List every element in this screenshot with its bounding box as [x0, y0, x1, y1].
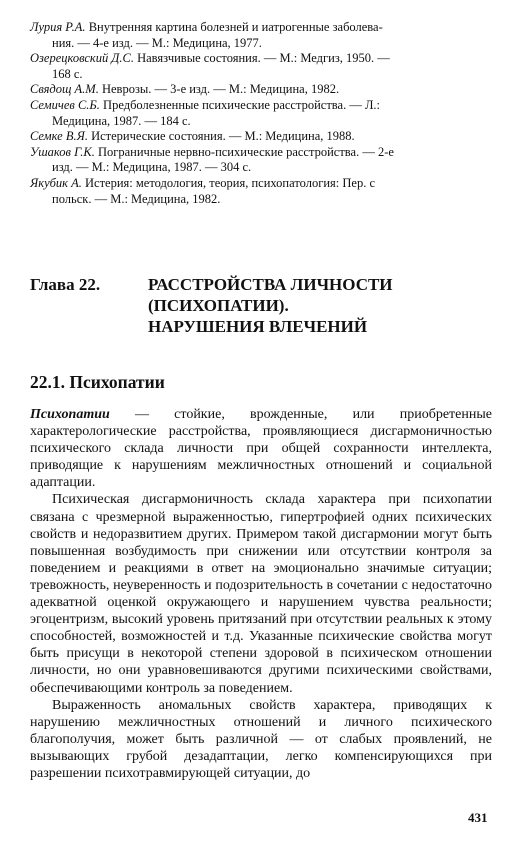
paragraph-text: — стойкие, врожденные, или приобретенные характерологические расстройства, проявляющиеся дисгармоничностью психического склада личности при общей сохранности интеллекта, приводящие к нарушениям межличностных отношений и социальной адаптации. — [30, 407, 492, 491]
reference-author: Свядощ А.М. — [30, 82, 99, 97]
page-number: 431 — [468, 810, 488, 825]
reference-item — [30, 176, 492, 207]
paragraph: Психическая дисгармоничность склада характера при психопатии связана с чрезмерной выраженностью, гипертрофией одних психических свойств и недоразвитием других. Примером такой дисгармонии могут быть повышенная возбудимость при снижении или отсутствии контроля за поведением и реакциями в ответ на эмоционально значимые ситуации; тревожность, неуверенность и подозрительность в сочетании с недостаточно адекватной оценкой окружающего и нарушением чувства реальности; эгоцентризм, высокий уровень притязаний при отсутствии реальных к этому способностей, возможностей и т.д. Указанные психические свойства могут быть присущи в некоторой степени здоровой в психическом отношении личности, но они уравновешиваются другими психическими свойствами, обеспечивающими контроль за поведением. — [30, 492, 492, 696]
reference-continuation: изд. — М.: Медицина, 1987. — 304 с. — [52, 160, 252, 175]
reference-continuation: польск. — М.: Медицина, 1982. — [52, 191, 221, 206]
reference-author: Лурия Р.А. — [30, 20, 86, 34]
paragraph: Выраженность аномальных свойств характера, приводящих к нарушению межличностных отношений и личного психического благополучия, может быть различной — от слабых проявлений, не вызывающих грубой дезадаптации, легко компенсирующихся при разрешении психотравмирующей ситуации, до — [30, 697, 492, 781]
reference-item — [30, 129, 492, 145]
reference-item — [30, 20, 492, 51]
reference-author: Якубик А. — [30, 175, 82, 190]
paragraph — [30, 406, 492, 491]
references-list — [30, 20, 492, 207]
reference-item — [30, 82, 492, 98]
reference-author: Семке В.Я. — [30, 129, 88, 144]
reference-continuation: Медицина, 1987. — 184 с. — [52, 113, 191, 128]
term-definition: Психопатии — [30, 407, 110, 422]
reference-item — [30, 51, 492, 82]
chapter-number: Глава 22. — [30, 275, 101, 294]
reference-text: Предболезненные психические расстройства. — Л.: — [103, 97, 381, 112]
reference-text: Истерия: методология, теория, психопатология: Пер. с — [85, 175, 376, 190]
reference-author: Семичев С.Б. — [30, 97, 100, 112]
reference-author: Ушаков Г.К. — [30, 144, 95, 159]
chapter-title-line: НАРУШЕНИЯ ВЛЕЧЕНИЙ — [148, 317, 368, 336]
reference-text: Пограничные нервно-психические расстройства. — 2-е — [97, 144, 394, 159]
reference-text: Внутренняя картина болезней и иатрогенные заболева- — [88, 20, 383, 34]
reference-item — [30, 98, 492, 129]
reference-continuation: 168 с. — [52, 66, 83, 81]
reference-item — [30, 145, 492, 176]
section-heading: 22.1. Психопатии — [30, 372, 165, 392]
chapter-title — [148, 274, 488, 337]
reference-author: Озерецковский Д.С. — [30, 51, 134, 66]
reference-text: Навязчивые состояния. — М.: Медгиз, 1950. — — [137, 51, 390, 66]
reference-continuation: ния. — 4-е изд. — М.: Медицина, 1977. — [52, 35, 262, 50]
chapter-title-line: (ПСИХОПАТИИ). — [148, 296, 289, 315]
reference-text: Неврозы. — 3-е изд. — М.: Медицина, 1982. — [101, 82, 340, 97]
chapter-title-line: РАССТРОЙСТВА ЛИЧНОСТИ — [148, 275, 393, 294]
reference-text: Истерические состояния. — М.: Медицина, 1988. — [91, 129, 355, 144]
body-text — [30, 406, 492, 782]
